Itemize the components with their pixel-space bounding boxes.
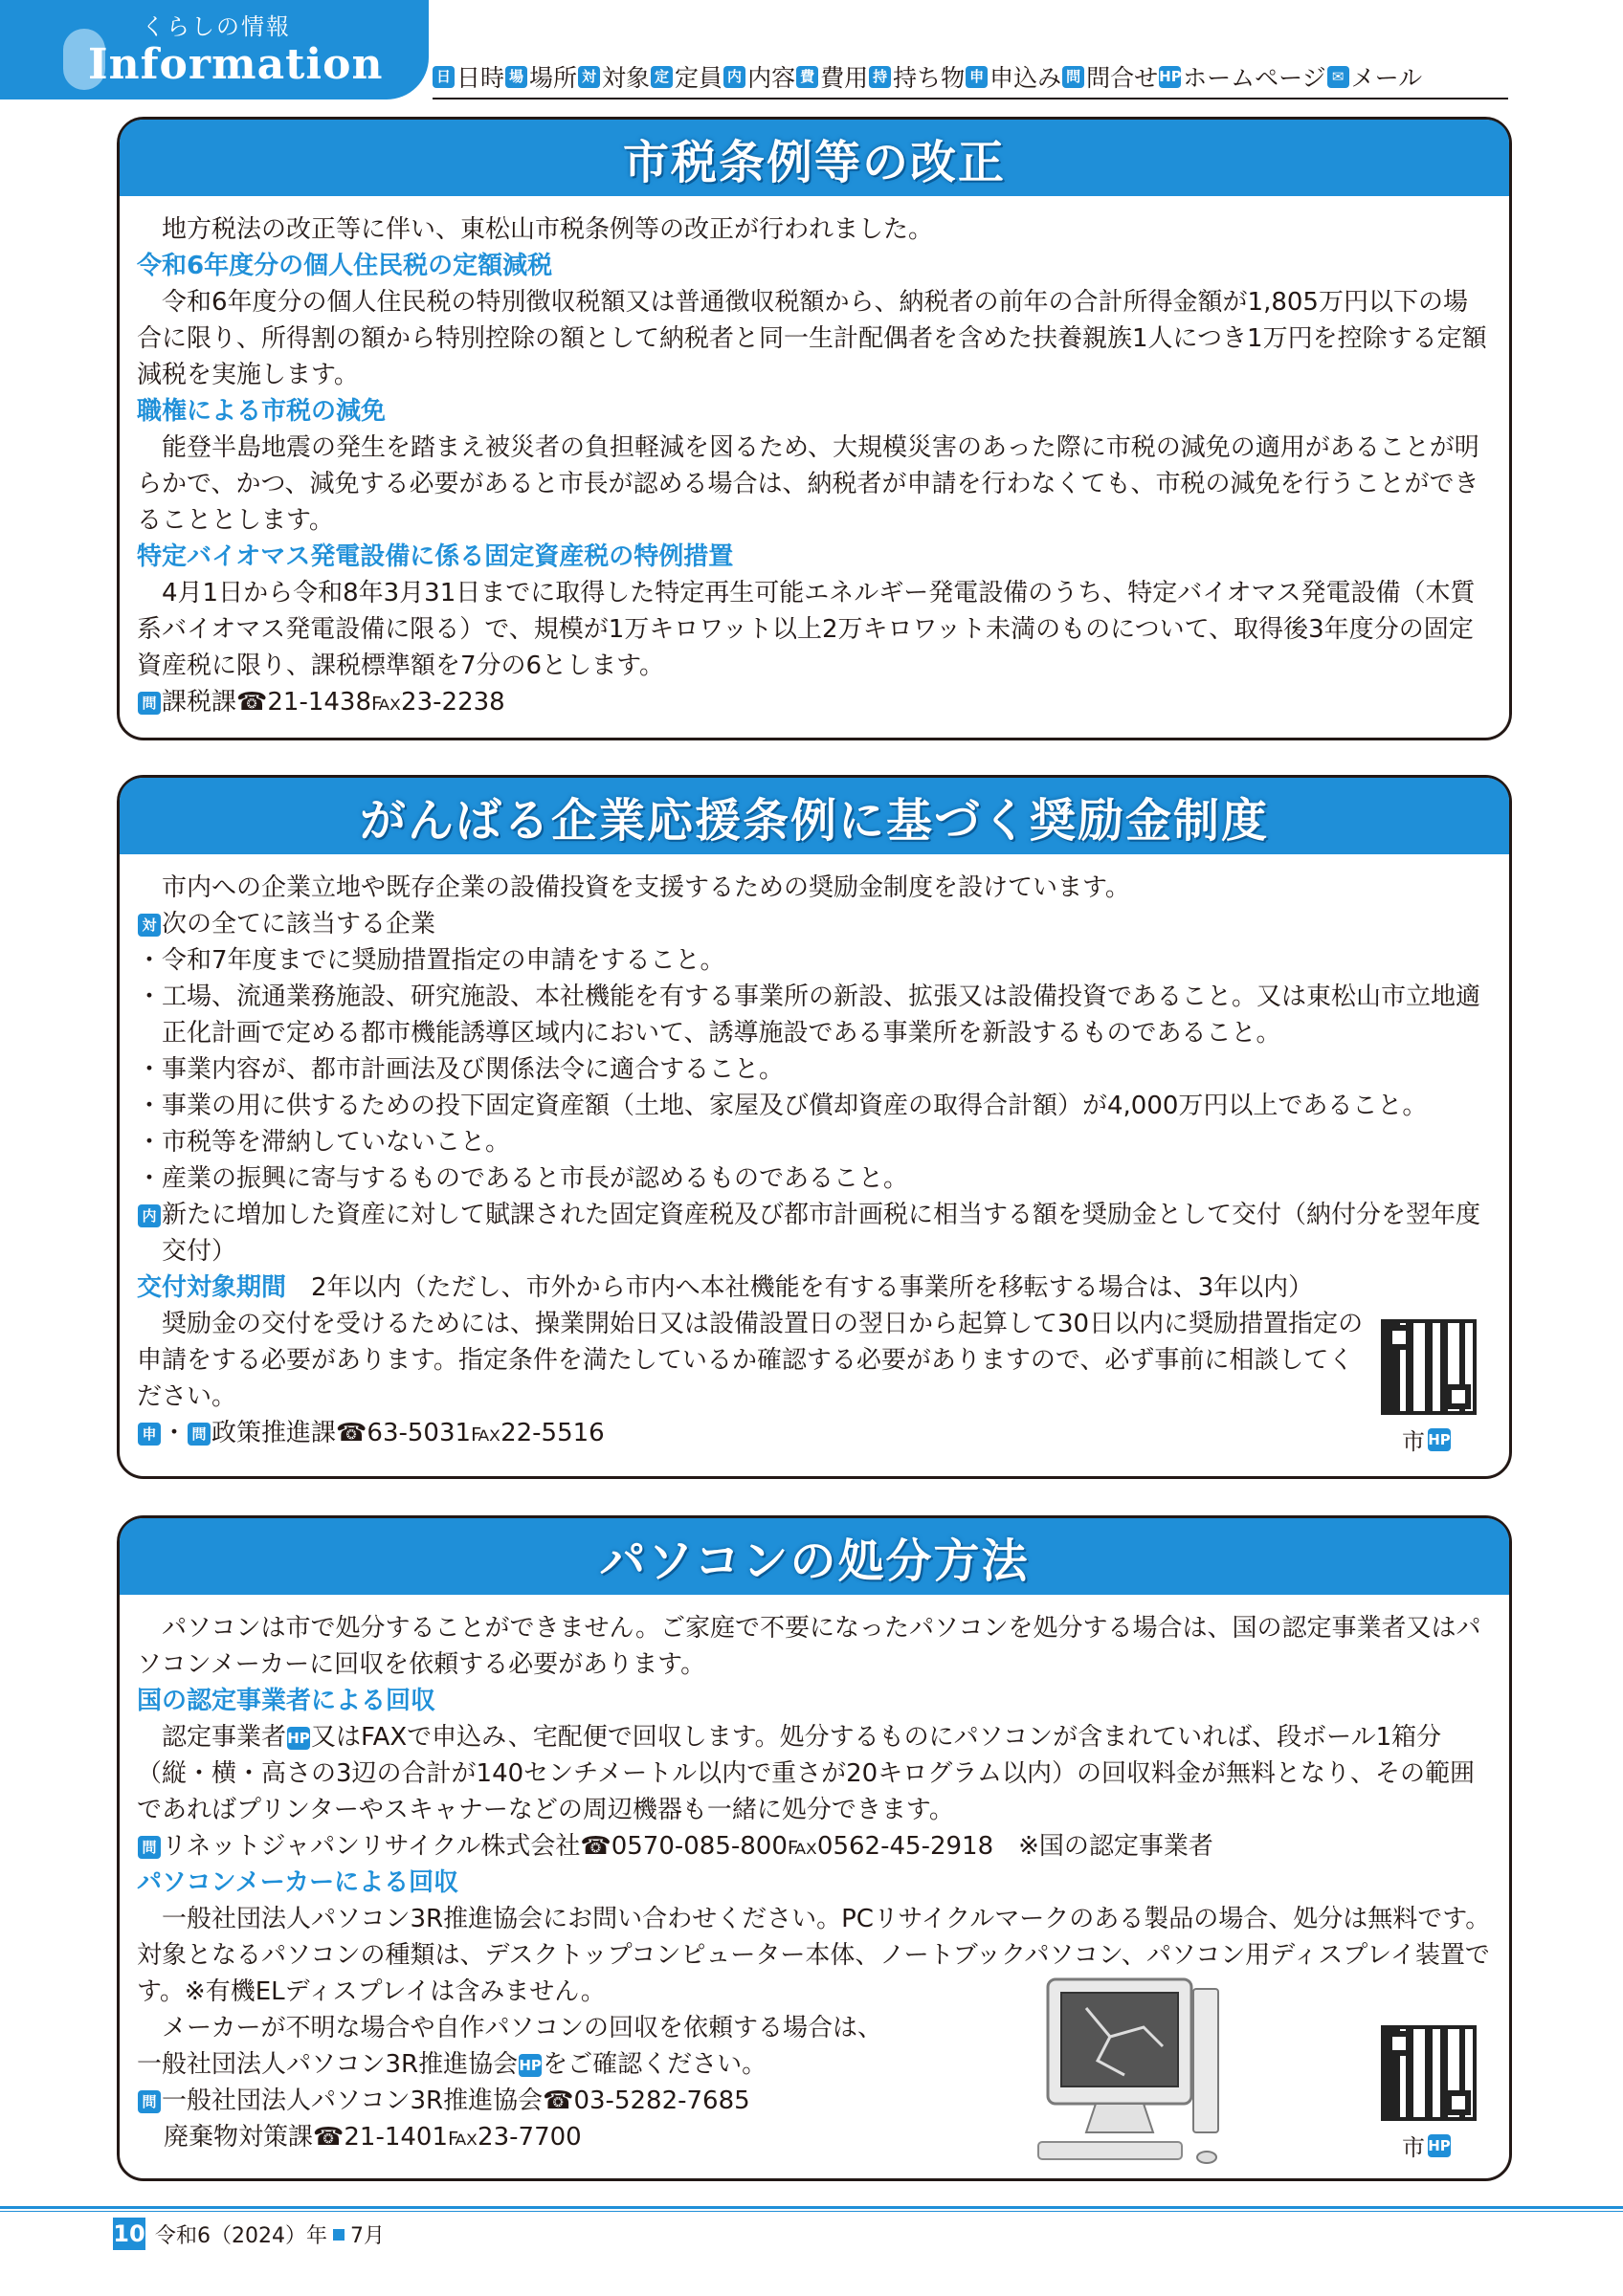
contact-line: 廃棄物対策課☎21-1401℻23-7700 — [164, 2123, 582, 2152]
target-icon: 対 — [138, 914, 161, 937]
paragraph: 能登半島地震の発生を踏まえ被災者の負担軽減を図るため、大規模災害のあった際に市税の減免の適用があることが明らかで、かつ、減免する必要があると市長が認める場合は、納税者が申請を行わなくても、市税の減免を行うことができることとします。 — [137, 433, 1479, 535]
inquiry-icon: 問 — [138, 1836, 161, 1859]
place-icon: 場 — [505, 66, 527, 88]
legend-item: 日 日時 — [433, 59, 504, 94]
section-title: 市税条例等の改正 — [120, 120, 1509, 196]
stand-shape — [1086, 2104, 1153, 2132]
list-item: ・産業の振興に寄与するものであると市長が認めるものであること。 — [137, 1164, 909, 1193]
contact-line: 申 ・ 問 政策推進課☎63-5031℻22-5516 — [137, 1415, 1492, 1451]
icon-legend — [433, 59, 1508, 94]
legend-item: 場 場所 — [505, 59, 577, 94]
homepage-icon: HP — [287, 1727, 310, 1750]
content-icon: 内 — [723, 66, 745, 88]
legend-item: 費 費用 — [796, 59, 868, 94]
list-item: ・工場、流通業務施設、研究施設、本社機能を有する事業所の新設、拡張又は設備投資であること。又は東松山市立地適正化計画で定める都市機能誘導区域内において、誘導施設である事業所を新設するものであること。 — [137, 982, 1481, 1048]
subheading: 国の認定事業者による回収 — [137, 1687, 436, 1715]
apply-icon: 申 — [138, 1423, 161, 1446]
subheading: 令和6年度分の個人住民税の定額減税 — [137, 252, 553, 280]
subheading: 職権による市税の減免 — [137, 397, 387, 426]
period-label: 交付対象期間 — [137, 1273, 287, 1302]
legend-item: HP ホームページ — [1159, 64, 1326, 92]
legend-item: 持 持ち物 — [869, 59, 965, 94]
period-line: 交付対象期間 2年以内（ただし、市外から市内へ本社機能を有する事業所を移転する場合は、3年以内） — [137, 1273, 1314, 1302]
inquiry-icon: 問 — [1062, 66, 1084, 88]
square-mark — [333, 2229, 345, 2241]
belongings-icon: 持 — [869, 66, 891, 88]
apply-icon: 申 — [966, 66, 988, 88]
inquiry-icon: 問 — [138, 692, 161, 715]
content-line: 内 新たに増加した資産に対して賦課された固定資産税及び都市計画税に相当する額を奨励金として交付（納付分を翌年度交付） — [137, 1197, 1492, 1269]
contact-line: 問 課税課☎21-1438℻23-2238 — [137, 684, 1492, 720]
capacity-icon: 定 — [651, 66, 673, 88]
section-title: パソコンの処分方法 — [120, 1518, 1509, 1595]
page-number: 10 — [113, 2218, 145, 2250]
section-incentive — [117, 775, 1512, 1479]
section-intro: パソコンは市で処分することができません。ご家庭で不要になったパソコンを処分する場合は、国の認定事業者又はパソコンメーカーに回収を依頼する必要があります。 — [137, 1614, 1481, 1679]
legend-item: ✉ メール — [1327, 59, 1423, 94]
header-tab — [0, 0, 429, 99]
homepage-icon: HP — [1428, 1428, 1451, 1451]
header-rule — [433, 98, 1508, 99]
subheading: 特定バイオマス発電設備に係る固定資産税の特例措置 — [137, 542, 734, 571]
section-tax-ordinance — [117, 117, 1512, 740]
inquiry-icon: 問 — [138, 2090, 161, 2113]
legend-item: 問 問合せ — [1062, 59, 1158, 94]
keyboard-shape — [1038, 2142, 1182, 2159]
footer-rule — [0, 2206, 1623, 2209]
tower-shape — [1193, 1989, 1218, 2132]
issue-date: 令和6（2024）年 7月 — [155, 2224, 385, 2248]
header-title: Information — [88, 40, 384, 89]
list-item: ・令和7年度までに奨励措置指定の申請をすること。 — [137, 946, 725, 975]
homepage-icon: HP — [519, 2054, 542, 2077]
homepage-icon: HP — [1159, 66, 1181, 88]
list-item: ・事業の用に供するための投下固定資産額（土地、家屋及び償却資産の取得合計額）が4,000万円以上であること。 — [137, 1092, 1428, 1120]
qr-label: 市 HP — [1402, 1428, 1451, 1455]
paragraph: 一般社団法人パソコン3R推進協会にお問い合わせください。PCリサイクルマークのある製品の場合、処分は無料です。対象となるパソコンの種類は、デスクトップコンピューター本体、ノートブックパソコン、パソコン用ディスプレイ装置です。※有機ELディスプレイは含みません。 — [137, 1905, 1491, 2006]
content-icon: 内 — [138, 1204, 161, 1227]
header-subtitle: くらしの情報 — [142, 13, 291, 40]
legend-item: 内 内容 — [723, 59, 795, 94]
paragraph: 一般社団法人パソコン3R推進協会HPをご確認ください。 — [137, 2050, 767, 2079]
paragraph: 令和6年度分の個人住民税の特別徴収税額又は普通徴収税額から、納税者の前年の合計所得金額が1,805万円以下の場合に限り、所得割の額から特別控除の額として納税者と同一生計配偶者を含めた扶養親族1人につき1万円を控除する定額減税を実施します。 — [137, 288, 1487, 389]
contact-line: 問 リネットジャパンリサイクル株式会社☎0570-085-800℻0562-45-2918 ※国の認定事業者 — [137, 1828, 1492, 1865]
paragraph: 奨励金の交付を受けるためには、操業開始日又は設備設置日の翌日から起算して30日以内に奨励措置指定の申請をする必要があります。指定条件を満たしているか確認する必要がありますので、必ず事前に相談してください。 — [137, 1310, 1364, 1411]
inquiry-icon: 問 — [188, 1423, 211, 1446]
paragraph: 認定事業者HP又はFAXで申込み、宅配便で回収します。処分するものにパソコンが含まれていれば、段ボール1箱分（縦・横・高さの3辺の合計が140センチメートル以内で重さが20キログラム以内）の回収料金が無料となり、その範囲であればプリンターやスキャナーなどの周辺機器も一緒に処分できます。 — [137, 1723, 1475, 1824]
mail-icon: ✉ — [1327, 66, 1349, 88]
target-line: 対 次の全てに該当する企業 — [137, 906, 1492, 942]
date-icon: 日 — [433, 66, 455, 88]
legend-item: 対 対象 — [578, 59, 650, 94]
list-item: ・市税等を滞納していないこと。 — [137, 1128, 511, 1157]
paragraph: 4月1日から令和8年3月31日までに取得した特定再生可能エネルギー発電設備のうち、特定バイオマス発電設備（木質系バイオマス発電設備に限る）で、規模が1万キロワット以上2万キロワット未満のものについて、取得後3年度分の固定資産税に限り、課税標準額を7分の6とします。 — [137, 579, 1476, 680]
list-item: ・事業内容が、都市計画法及び関係法令に適合すること。 — [137, 1055, 785, 1084]
qr-code[interactable] — [1381, 1319, 1477, 1415]
section-pc-disposal — [117, 1515, 1512, 2181]
paragraph: メーカーが不明な場合や自作パソコンの回収を依頼する場合は、 — [162, 2014, 882, 2042]
contact-line: 問 一般社団法人パソコン3R推進協会☎03-5282-7685 — [137, 2083, 1492, 2119]
qr-label: 市 HP — [1402, 2134, 1451, 2161]
section-intro: 市内への企業立地や既存企業の設備投資を支援するための奨励金制度を設けています。 — [162, 873, 1130, 902]
homepage-icon: HP — [1428, 2134, 1451, 2157]
cost-icon: 費 — [796, 66, 818, 88]
subheading: パソコンメーカーによる回収 — [137, 1868, 459, 1897]
section-intro: 地方税法の改正等に伴い、東松山市税条例等の改正が行われました。 — [162, 215, 934, 244]
mouse-shape — [1197, 2152, 1216, 2163]
broken-computer-illustration — [1029, 1970, 1220, 2171]
footer-rule — [0, 2211, 1623, 2212]
legend-item: 申 申込み — [966, 59, 1061, 94]
section-title: がんばる企業応援条例に基づく奨励金制度 — [120, 778, 1509, 854]
target-icon: 対 — [578, 66, 600, 88]
legend-item: 定 定員 — [651, 59, 723, 94]
qr-code[interactable] — [1381, 2025, 1477, 2121]
